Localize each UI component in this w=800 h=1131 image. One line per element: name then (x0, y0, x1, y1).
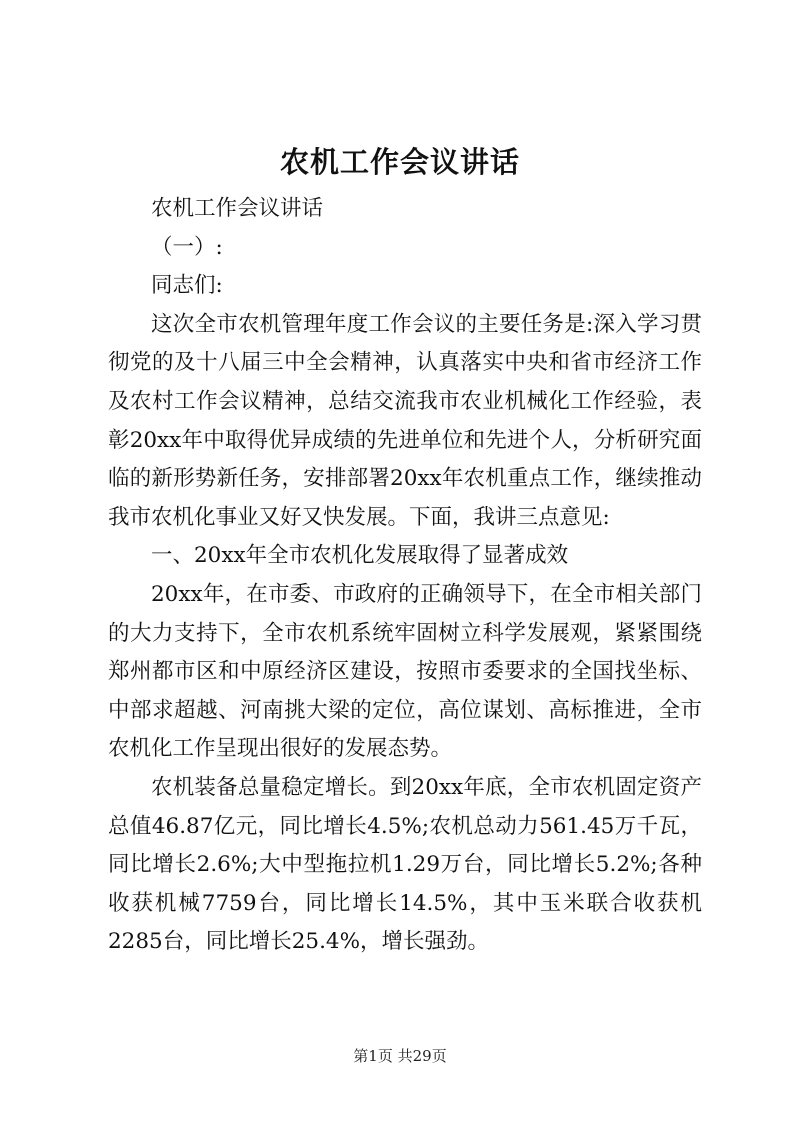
page-footer: 第1页 共29页 (353, 1047, 447, 1065)
document-title: 农机工作会议讲话 (279, 145, 520, 179)
paragraph-salutation: 同志们: (151, 273, 223, 299)
document-body (108, 190, 702, 962)
paragraph-equipment: 农机装备总量稳定增长。到20xx年底，全市农机固定资产总值46.87亿元，同比增长4.5%;农机总动力561.45万千瓦，同比增长2.6%;大中型拖拉机1.29万台，同比增长5.2%;各种收获机械7759台，同比增长14.5%，其中玉米联合收获机2285台，同比增长25.4%，增长强劲。 (108, 774, 702, 955)
paragraph-heading-one: 一、20xx年全市农机化发展取得了显著成效 (151, 543, 569, 569)
paragraph-subtitle: 农机工作会议讲话 (151, 196, 324, 221)
paragraph-section-marker: （一）: (151, 234, 223, 260)
paragraph-achievements: 20xx年，在市委、市政府的正确领导下，在全市相关部门的大力支持下，全市农机系统牢固树立科学发展观，紧紧围绕郑州都市区和中原经济区建设，按照市委要求的全国找坐标、中部求超越、河南挑大梁的定位，高位谋划、高标推进，全市农机化工作呈现出很好的发展态势。 (108, 581, 702, 762)
paragraph-intro: 这次全市农机管理年度工作会议的主要任务是:深入学习贯彻党的及十八届三中全会精神，认真落实中央和省市经济工作及农村工作会议精神，总结交流我市农业机械化工作经验，表彰20xx年中取得优异成绩的先进单位和先进个人，分析研究面临的新形势新任务，安排部署20xx年农机重点工作，继续推动我市农机化事业又好又快发展。下面，我讲三点意见: (108, 311, 702, 530)
